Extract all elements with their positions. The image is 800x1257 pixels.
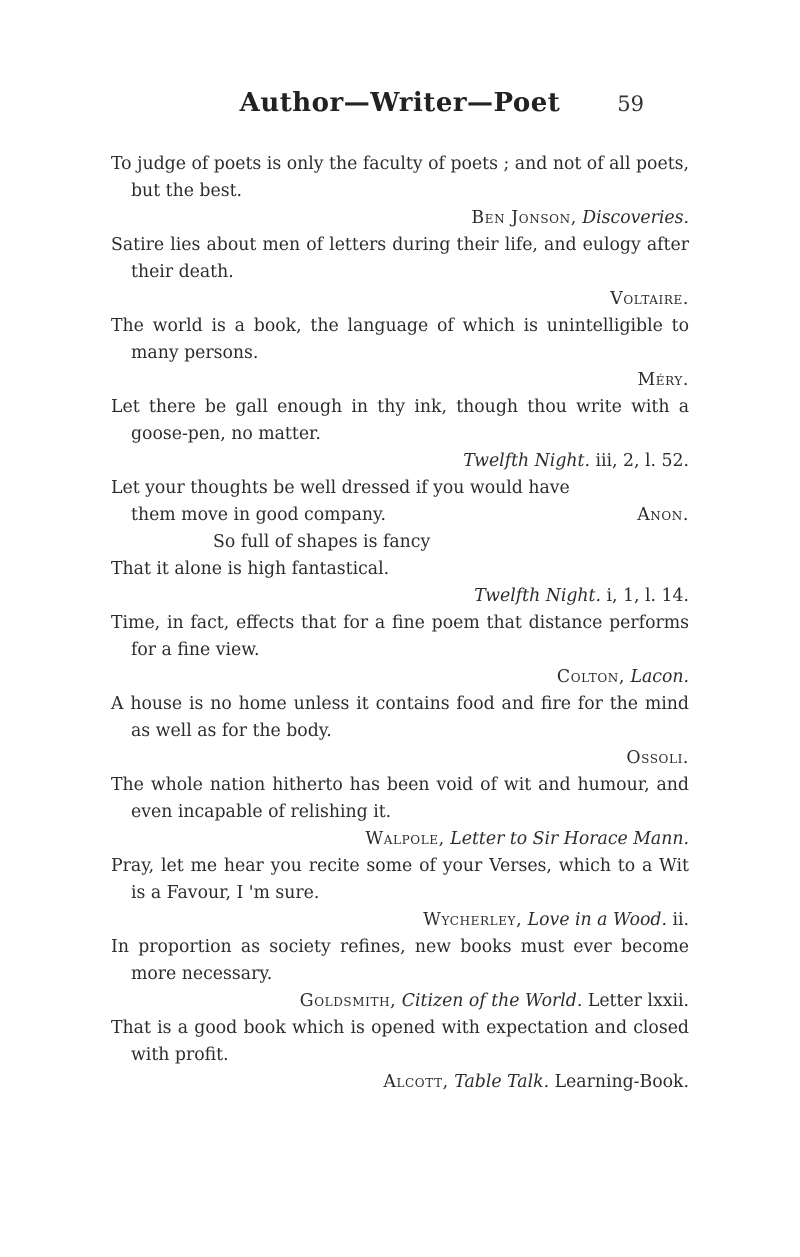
- attribution: [111, 664, 689, 691]
- attribution-work: Twelfth Night.: [463, 451, 590, 471]
- quote-text: Time, in fact, effects that for a fine poem that distance performs for a fine view.: [111, 613, 689, 660]
- attribution: [111, 826, 689, 853]
- attribution-author: Ben Jonson,: [471, 208, 577, 228]
- attribution: [111, 1069, 689, 1096]
- quote-text: Let your thoughts be well dressed if you would have: [111, 478, 570, 498]
- attribution-author: Ossoli.: [626, 748, 689, 768]
- attribution-reference: iii, 2, l. 52.: [595, 451, 689, 471]
- attribution-work: Citizen of the World.: [401, 991, 583, 1011]
- attribution-work: Lacon.: [630, 667, 689, 687]
- quote-text: Pray, let me hear you recite some of your Verses, which to a Wit is a Favour, I 'm sure.: [111, 856, 689, 903]
- verse-quote: [111, 529, 689, 583]
- attribution-author: Anon.: [637, 505, 689, 525]
- attribution-work: Discoveries.: [582, 208, 689, 228]
- attribution-author: Wycherley,: [423, 910, 523, 930]
- quote-text: Let there be gall enough in thy ink, though thou write with a goose-pen, no matter.: [111, 397, 689, 444]
- attribution-author: Walpole,: [365, 829, 445, 849]
- attribution: [111, 286, 689, 313]
- attribution-reference: Letter lxxii.: [587, 991, 689, 1011]
- attribution: [111, 583, 689, 610]
- quote-text: The whole nation hitherto has been void of wit and humour, and even incapable of relishing it.: [111, 775, 689, 822]
- quote-text: To judge of poets is only the faculty of poets ; and not of all poets, but the best.: [111, 154, 689, 201]
- attribution: [111, 745, 689, 772]
- page-number: 59: [617, 92, 644, 116]
- attribution: [111, 448, 689, 475]
- quote-text-continued: them move in good company.: [131, 505, 386, 525]
- running-title: Author—Writer—Poet: [239, 88, 561, 118]
- quote-text: In proportion as society refines, new books must ever become more necessary.: [111, 937, 689, 984]
- verse-line: That it alone is high fantastical.: [111, 559, 390, 579]
- attribution-reference: ii.: [672, 910, 689, 930]
- attribution-work: Table Talk.: [454, 1072, 550, 1092]
- attribution-work: Love in a Wood.: [527, 910, 667, 930]
- verse-line: So full of shapes is fancy: [213, 532, 431, 552]
- attribution: [111, 205, 689, 232]
- attribution-author: Méry.: [637, 370, 689, 390]
- attribution-author: Alcott,: [383, 1072, 449, 1092]
- attribution: [111, 907, 689, 934]
- attribution: [111, 502, 689, 529]
- attribution-author: Goldsmith,: [299, 991, 397, 1011]
- attribution-author: Voltaire.: [610, 289, 689, 309]
- quotation-list: [111, 151, 689, 1096]
- attribution-work: Letter to Sir Horace Mann.: [450, 829, 689, 849]
- quote-text: That is a good book which is opened with expectation and closed with profit.: [111, 1018, 689, 1065]
- running-head: [0, 88, 800, 128]
- quote-text: The world is a book, the language of which is unintelligible to many persons.: [111, 316, 689, 363]
- quote-text: A house is no home unless it contains food and fire for the mind as well as for the body.: [111, 694, 689, 741]
- attribution: [111, 988, 689, 1015]
- quote-text: Satire lies about men of letters during their life, and eulogy after their death.: [111, 235, 689, 282]
- attribution-reference: Learning-Book.: [554, 1072, 689, 1092]
- attribution-work: Twelfth Night.: [474, 586, 601, 606]
- attribution-author: Colton,: [556, 667, 625, 687]
- attribution-reference: i, 1, l. 14.: [606, 586, 689, 606]
- attribution: [111, 367, 689, 394]
